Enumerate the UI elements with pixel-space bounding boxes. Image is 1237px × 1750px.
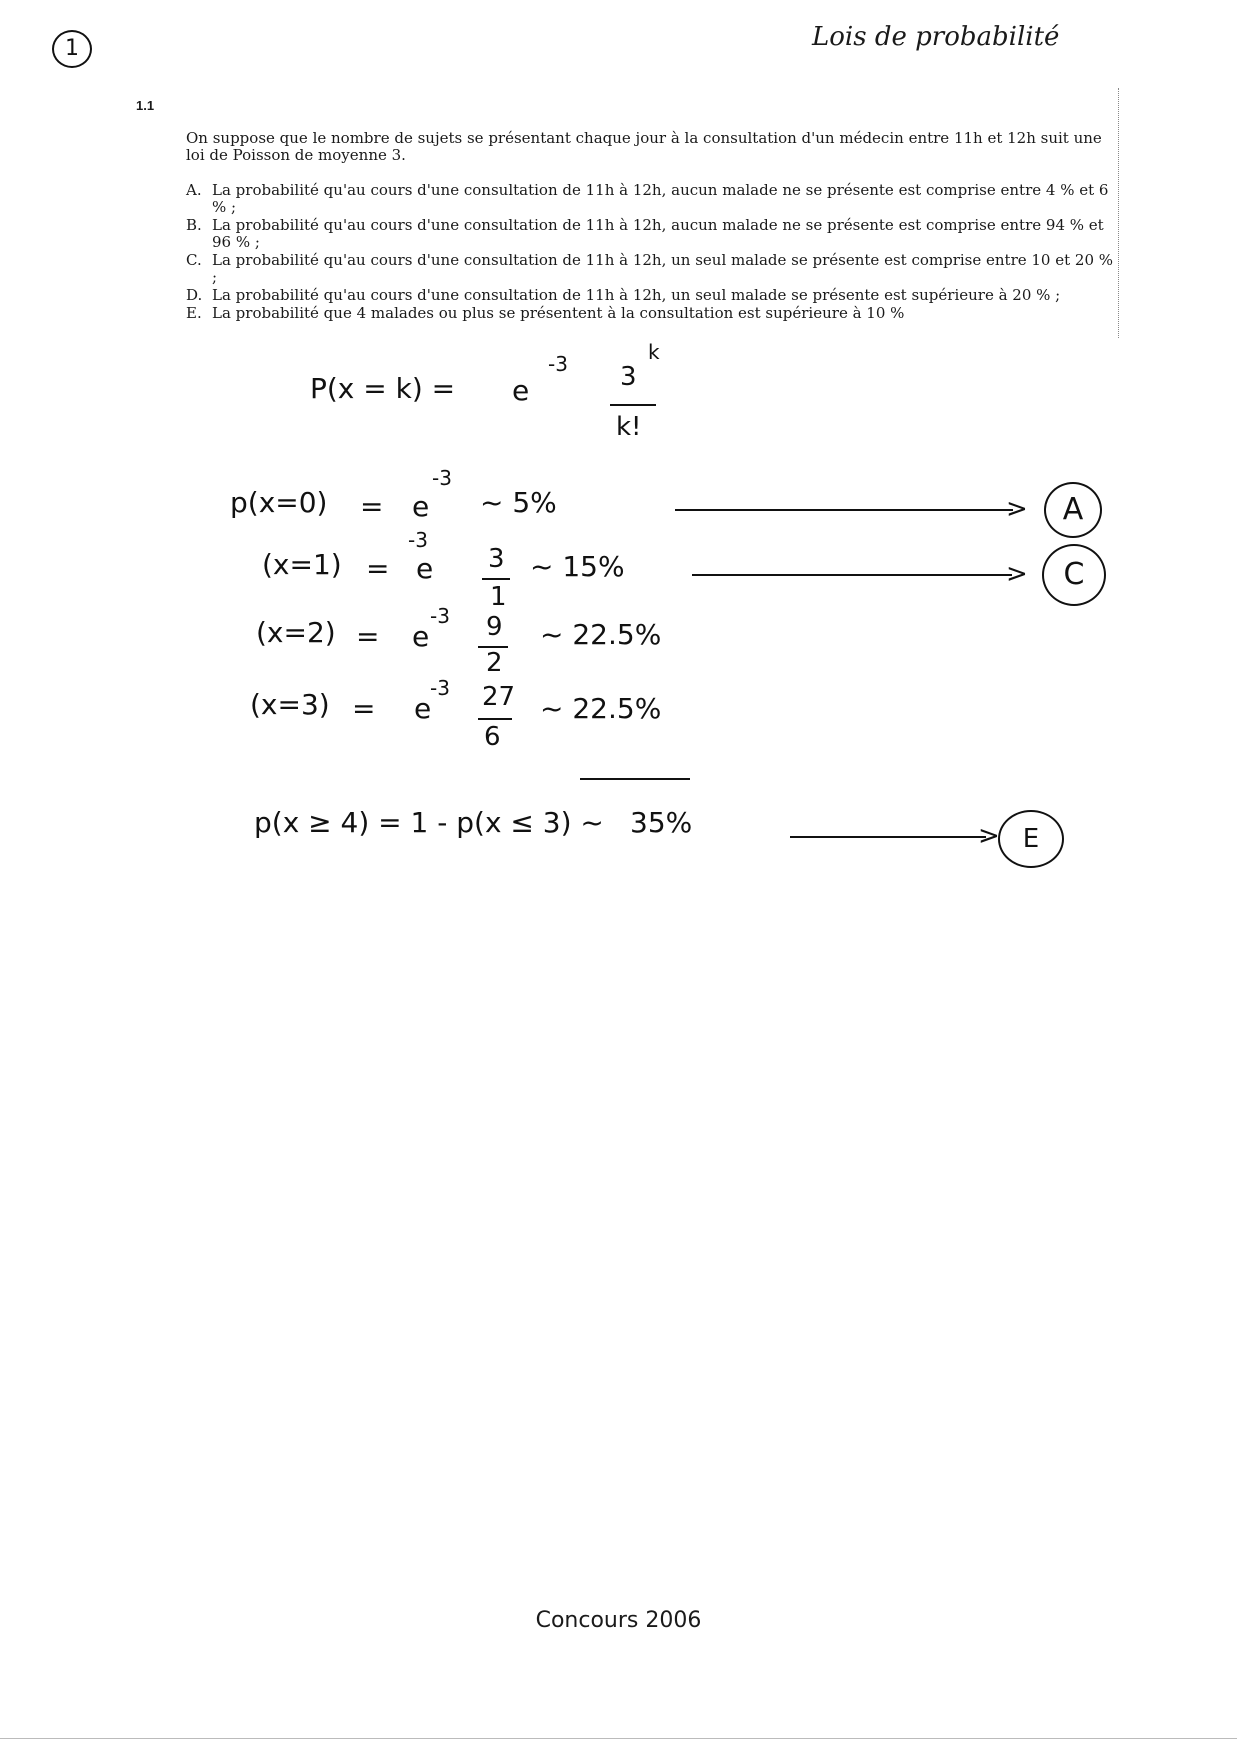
- row1-approx: ~ 15%: [530, 550, 625, 583]
- row3-exp: -3: [430, 676, 450, 700]
- general-formula-lhs: P(x = k) =: [310, 372, 456, 405]
- question-intro: On suppose que le nombre de sujets se présentant chaque jour à la consultation d'un médecin entre 11h et 12h suit une loi de Poisson de moyenne 3.: [186, 129, 1102, 164]
- option-text: La probabilité qu'au cours d'une consultation de 11h à 12h, un seul malade se présente est comprise entre 10 et 20 % ;: [212, 251, 1114, 286]
- page-number-circle: 1: [52, 30, 92, 68]
- answer-circle-e: E: [998, 810, 1064, 868]
- arrow-head-icon: >: [978, 821, 1000, 851]
- option-d: [186, 287, 1116, 304]
- arrow-head-icon: >: [1006, 559, 1028, 589]
- answer-circle-c: C: [1042, 544, 1106, 606]
- option-c: [186, 252, 1116, 286]
- row1-lhs: (x=1): [262, 548, 342, 581]
- row0-exp: -3: [432, 466, 452, 490]
- option-text: La probabilité qu'au cours d'une consultation de 11h à 12h, un seul malade se présente est supérieure à 20 % ;: [212, 286, 1061, 304]
- row2-num: 9: [486, 612, 503, 642]
- row2-expr: e: [412, 620, 430, 653]
- arrow-line: [692, 574, 1012, 576]
- option-text: La probabilité qu'au cours d'une consultation de 11h à 12h, aucun malade ne se présente est comprise entre 4 % et 6 % ;: [212, 181, 1109, 216]
- option-letter: C.: [186, 251, 202, 269]
- option-a: [186, 182, 1116, 216]
- footer: Concours 2006: [535, 1608, 702, 1633]
- row3-expr: e: [414, 692, 432, 725]
- final-value: 35%: [630, 806, 693, 839]
- row2-exp: -3: [430, 604, 450, 628]
- row3-lhs: (x=3): [250, 688, 330, 721]
- arrow-head-icon: >: [1006, 494, 1028, 524]
- final-expr: p(x ≥ 4) = 1 - p(x ≤ 3) ~: [254, 806, 604, 839]
- row0-expr: e: [412, 490, 430, 523]
- row3-approx: ~ 22.5%: [540, 692, 662, 725]
- row2-approx: ~ 22.5%: [540, 618, 662, 651]
- option-letter: D.: [186, 286, 203, 304]
- row1-exp: -3: [408, 528, 428, 552]
- general-formula-den: k!: [616, 412, 642, 442]
- row3-den: 6: [484, 722, 501, 752]
- option-letter: A.: [186, 181, 202, 199]
- arrow-line: [790, 836, 986, 838]
- row1-expr: e: [416, 552, 434, 585]
- option-b: [186, 217, 1116, 251]
- general-formula-num: 3: [620, 362, 637, 392]
- row2-den: 2: [486, 648, 503, 678]
- row3-num: 27: [482, 682, 516, 712]
- row0-approx: ~ 5%: [480, 486, 557, 519]
- row0-eq: =: [360, 490, 384, 523]
- question-number: 1.1: [136, 98, 155, 113]
- row0-lhs: p(x=0): [230, 486, 328, 519]
- option-letter: E.: [186, 304, 202, 322]
- row1-num: 3: [488, 544, 505, 574]
- handwritten-title: Lois de probabilité: [812, 22, 1060, 52]
- sum-line: [580, 778, 690, 780]
- row2-eq: =: [356, 620, 380, 653]
- margin-line: [1118, 88, 1120, 338]
- general-formula-base: e: [512, 374, 530, 407]
- option-letter: B.: [186, 216, 202, 234]
- general-formula-bar: [610, 404, 656, 406]
- row3-eq: =: [352, 692, 376, 725]
- arrow-line: [675, 509, 1013, 511]
- option-text: La probabilité que 4 malades ou plus se présentent à la consultation est supérieure à 10 %: [212, 304, 905, 322]
- option-e: [186, 305, 1116, 322]
- answer-circle-a: A: [1044, 482, 1102, 538]
- general-formula-num-exp: k: [648, 340, 660, 364]
- row1-bar: [482, 578, 510, 580]
- row3-bar: [478, 718, 512, 720]
- row2-lhs: (x=2): [256, 616, 336, 649]
- row1-den: 1: [490, 582, 507, 612]
- options-list: [186, 182, 1116, 323]
- option-text: La probabilité qu'au cours d'une consultation de 11h à 12h, aucun malade ne se présente est comprise entre 94 % et 96 % ;: [212, 216, 1104, 251]
- bottom-edge-line: [0, 1738, 1237, 1739]
- row1-eq: =: [366, 552, 390, 585]
- general-formula-exp: -3: [548, 352, 568, 376]
